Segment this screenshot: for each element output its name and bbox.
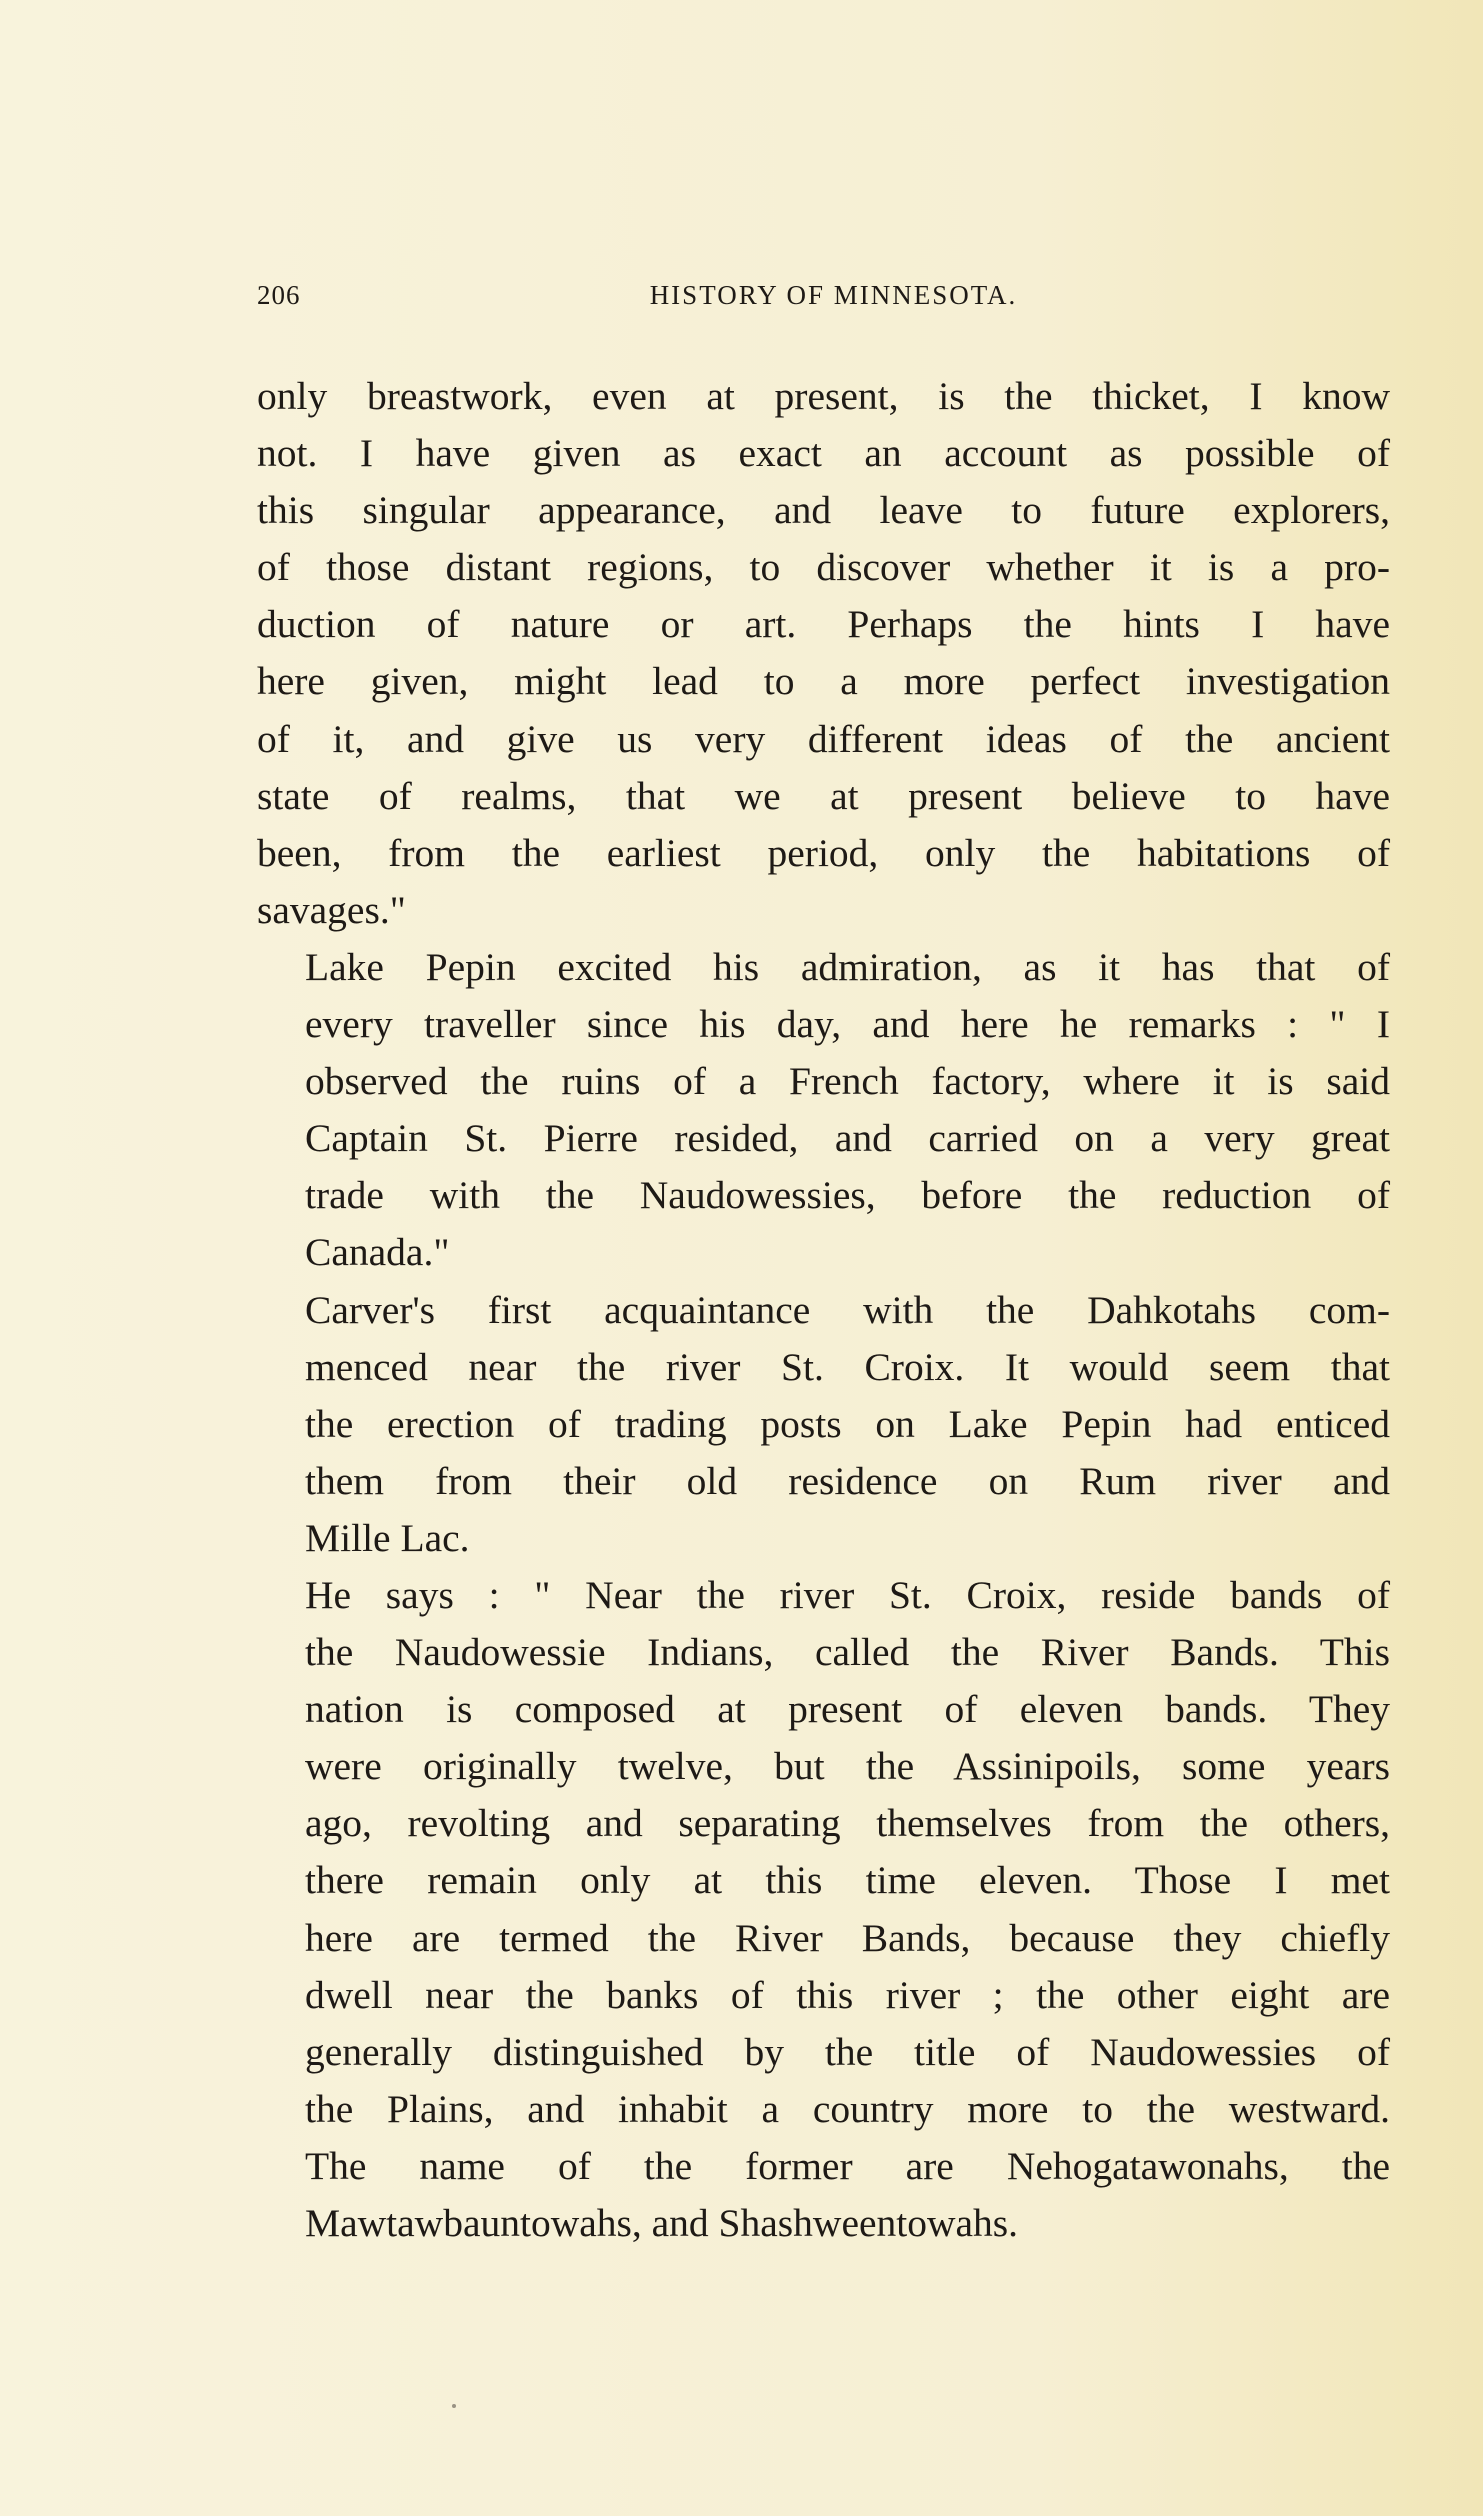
text-line: Mille Lac. [305, 1515, 470, 1560]
text-line: of it, and give us very different ideas of the ancient [257, 716, 1390, 761]
text-line: Carver's first acquaintance with the Dahkotahs com- [305, 1287, 1390, 1332]
text-line: ago, revolting and separating themselves from the others, [305, 1801, 1390, 1846]
text-line: trade with the Naudowessies, before the reduction of [305, 1173, 1390, 1218]
text-line: He says : " Near the river St. Croix, reside bands of [305, 1572, 1390, 1617]
text-line: the Plains, and inhabit a country more to the westward. [305, 2086, 1390, 2131]
text-line: the Naudowessie Indians, called the River Bands. This [305, 1630, 1390, 1675]
text-line: Canada." [305, 1230, 450, 1275]
text-line: not. I have given as exact an account as possible of [257, 431, 1390, 476]
text-line: generally distinguished by the title of Naudowessies of [305, 2029, 1390, 2074]
text-line: been, from the earliest period, only the habitations of [257, 830, 1390, 875]
paragraph [257, 1567, 1390, 2252]
text-line: menced near the river St. Croix. It would seem that [305, 1344, 1390, 1389]
stray-ink-mark [452, 2404, 456, 2408]
text-line: this singular appearance, and leave to future explorers, [257, 488, 1390, 533]
body-text [257, 368, 1390, 2252]
text-line: of those distant regions, to discover whether it is a pro- [257, 545, 1390, 590]
text-line: dwell near the banks of this river ; the other eight are [305, 1972, 1390, 2017]
text-line: every traveller since his day, and here he remarks : " I [305, 1002, 1390, 1047]
running-title: HISTORY OF MINNESOTA. [649, 280, 1018, 310]
text-line: The name of the former are Nehogatawonahs, the [305, 2143, 1390, 2188]
text-line: there remain only at this time eleven. Those I met [305, 1858, 1390, 1903]
text-line: savages." [257, 887, 406, 932]
text-line: here are termed the River Bands, because they chiefly [305, 1915, 1390, 1960]
text-line: duction of nature or art. Perhaps the hints I have [257, 602, 1390, 647]
paragraph [257, 368, 1390, 939]
text-line: them from their old residence on Rum river and [305, 1458, 1390, 1503]
paragraph [257, 1282, 1390, 1567]
text-line: were originally twelve, but the Assinipoils, some years [305, 1744, 1390, 1789]
text-line: Lake Pepin excited his admiration, as it has that of [305, 944, 1390, 989]
text-line: observed the ruins of a French factory, where it is said [305, 1059, 1390, 1104]
page-number: 206 [257, 280, 301, 310]
text-line: only breastwork, even at present, is the thicket, I know [257, 374, 1390, 418]
running-head [257, 280, 1390, 320]
text-line: here given, might lead to a more perfect investigation [257, 659, 1390, 704]
text-line: the erection of trading posts on Lake Pepin had enticed [305, 1401, 1390, 1446]
text-line: nation is composed at present of eleven bands. They [305, 1687, 1390, 1732]
text-line: state of realms, that we at present believe to have [257, 773, 1390, 818]
paragraph [257, 939, 1390, 1282]
text-line: Captain St. Pierre resided, and carried on a very great [305, 1116, 1390, 1161]
text-line: Mawtawbauntowahs, and Shashweentowahs. [305, 2201, 1019, 2245]
